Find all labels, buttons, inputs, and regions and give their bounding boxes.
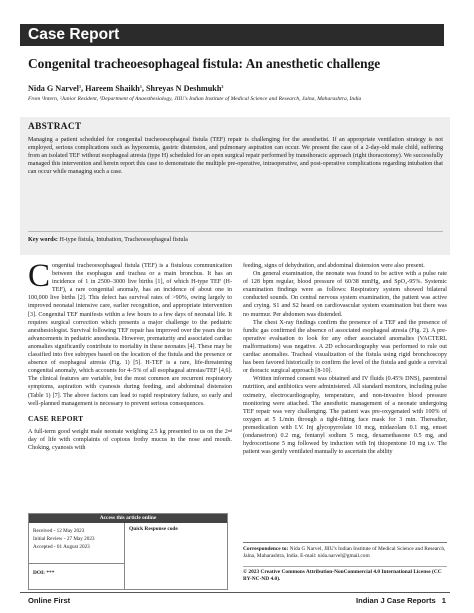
body-column-right [243,262,447,456]
license-divider [243,566,447,567]
author-list: Nida G Narvel$^1$, Hareem Shaikh$^1$, Shreyas N Deshmukh$^2$ [28,84,224,93]
access-divider [29,563,125,564]
journal-name: Indian J Case Reports [356,596,436,605]
doi: DOI: *** [33,570,55,576]
accepted-date: Accepted - 01 August 2023 [33,544,90,550]
keywords-value: H-type fistula, Intubation, Tracheoesophageal fistula [59,237,188,243]
keywords [28,236,188,244]
author-affiliation-mark: 2 [221,84,224,89]
author-affiliation-mark: 1 [139,84,142,89]
section-label: Case Report [28,26,120,43]
ordinal-suffix: nd [227,427,232,433]
access-heading: Access this article online [29,514,227,523]
paragraph: feeding, signs of dehydration, and abdominal distension were also present. [243,263,425,269]
correspondence-label: Correspondence to: [243,546,289,552]
author-name: Shreyas N Deshmukh [146,84,222,93]
case-text-end: day of life with complaints of copious frothy mucus in the nose and mouth. Choking, cyanosis with [28,436,232,451]
author-affiliations: From ¹Intern, ²Junior Resident, ³Department of Anaesthesiology, JIIU's Indian Institute of Medical Science and Research, Jalna, Maharashtra, India [28,96,362,102]
correspondence-note [243,546,447,560]
paragraph: The chest X-ray findings confirm the presence of a TEF and the presence of fundic gas confirmed the absence of associated esophageal atresia (Fig. 2). A pre-operative evaluation to look for any other associated anomalies (VACTERL malformations) was negative. A 2D echocardiography was performed to rule out cardiac anomalies. Tracheal visualization of the fistula using rigid bronchoscopy has been favored historically to confirm the level of the fistula and guide a cervical or thoracic surgical approach [8-10]. [243,319,447,375]
license-note: © 2023 Creative Commons Attribution-NonCommercial 4.0 International License (CC BY-NC-ND 4.0). [243,569,442,583]
article-title: Congenital tracheoesophageal fistula: An anesthetic challenge [28,56,381,71]
case-text-start: A full-term good weight male neonate weighing 2.5 kg presented to us on the 2 [28,428,228,435]
body-column-left [28,258,232,452]
access-dates-panel [29,523,125,590]
revision-date: Initial Review - 27 May 2023 [33,536,95,542]
footnote-divider [243,542,447,543]
author-name: Hareem Shaikh [85,84,140,93]
intro-text: ongenital tracheoesophageal fistula (TEF) is a fistulous communication between the esophagus and trachea or a main bronchus. It has an incidence of 1 in 2500–3000 live births [1], of which H-type TEF (H-TEF), a rare congenital anomaly, has an incidence of about one in 100,000 live births [2]. This defect has survival rates of >90%, owing largely to improved neonatal intensive care, earlier recognition, and appropriate intervention [3]. Congenital TEF manifests within a few hours to a few days of neonatal life. It requires surgical correction which presents a major challenge to the pediatric anesthesiologist. Survival following TEF repair has improved over the years due to advancements in pediatric anesthesia. However, prematurity and associated cardiac anomalies significantly contribute to mortality in these neonates [4]. These may be classified into five subtypes based on the location of the fistula and the presence or absence of esophageal atresia (Fig. 1) [5]. H-TEF is a rare, life-threatening congenital anomaly, which accounts for 4–5% of all esophageal atresias/TEF [4,6]. The clinical features are variable, but the most common are recurrent respiratory symptoms, aspiration with cyanosis during feeding, and abdominal distension (Table 1) [7]. The above factors can lead to rapid respiratory failure, so early and well-planned management is necessary to prevent serious consequences. [28,263,232,407]
author-affiliation-mark: 1 [78,84,82,89]
abstract-text: Managing a patient scheduled for congenital tracheoesophageal fistula (TEF) repair is challenging for the anesthetist. If an appropriate ventilation strategy is not employed, serious complications such as hypoxemia, gastric distension, and pulmonary aspiration can occur. We present the case of a 2-day-old male child, suffering from an isolated TEF without esophageal atresia (type H) scheduled for an open surgical repair performed by transthoracic approach (right thoracotomy). We successfully managed this intervention and herein report this case to demonstrate the multiple pre-operative, intraoperative, and post-operative complications regarding intubation that can occur while managing such a case. [28,137,443,176]
case-paragraph [28,428,232,452]
paragraph: On general examination, the neonate was found to be active with a pulse rate of 128 bpm regular, blood pressure of 60/38 mmHg, and SpO₂-95%. Systemic examination findings were as follows: Respiratory system showed bilateral conducted sounds. On central nervous system examination, the patient was active and crying. S1 and S2 heard on cardiovascular system examination but there was no murmur. Per abdomen was distended. [243,271,447,318]
received-date: Received - 12 May 2023 [33,528,85,534]
footer-divider [20,592,450,593]
access-online-box [28,513,228,590]
author-name: Nida G Narvel [28,84,79,93]
footer-journal [350,596,446,605]
abstract-divider [28,231,443,232]
section-banner [20,24,444,46]
drop-cap: C [28,258,51,294]
correspondence-text: Nida G Narvel, JIIU's Indian Institute of Medical Science and Research, Jalna, Maharashtra, India. E-mail: nida.narvel@gmail.com [243,546,446,560]
case-report-heading: CASE REPORT [28,413,84,423]
footer-status: Online First [28,596,71,605]
intro-paragraph [28,258,232,408]
abstract-heading: ABSTRACT [28,122,82,132]
qr-code-label: Quick Response code [129,526,178,532]
abstract-box [20,117,450,255]
keywords-label: Key words: [28,237,58,243]
page-number: 1 [441,596,446,605]
paragraph: Written informed consent was obtained and IV fluids (0.45% DNS), parenteral nutrition, and antibiotics were administered. All standard monitors, including pulse oximetry, electrocardiography, temperature, and non-invasive blood pressure monitoring were attached. The anesthetic management of a neonate undergoing TEF repair was very challenging. The patient was pre-oxygenated with 100% of oxygen at 5 L/min through a tight-fitting face mask for 3 min. Thereafter, premedication with I.V. Inj glycopyrrolate 10 mcg, midazolam 0.1 mg, emset (ondansetron) 0.2 mg, fentanyl sodium 5 mcg, dexamethasone 0.5 mg, and hydrocortisone 5 mg followed by induction with Inj thiopentone 10 mg i.v. The patient was gently ventilated manually to ascertain the ability [243,376,447,456]
article-dates [33,527,95,551]
